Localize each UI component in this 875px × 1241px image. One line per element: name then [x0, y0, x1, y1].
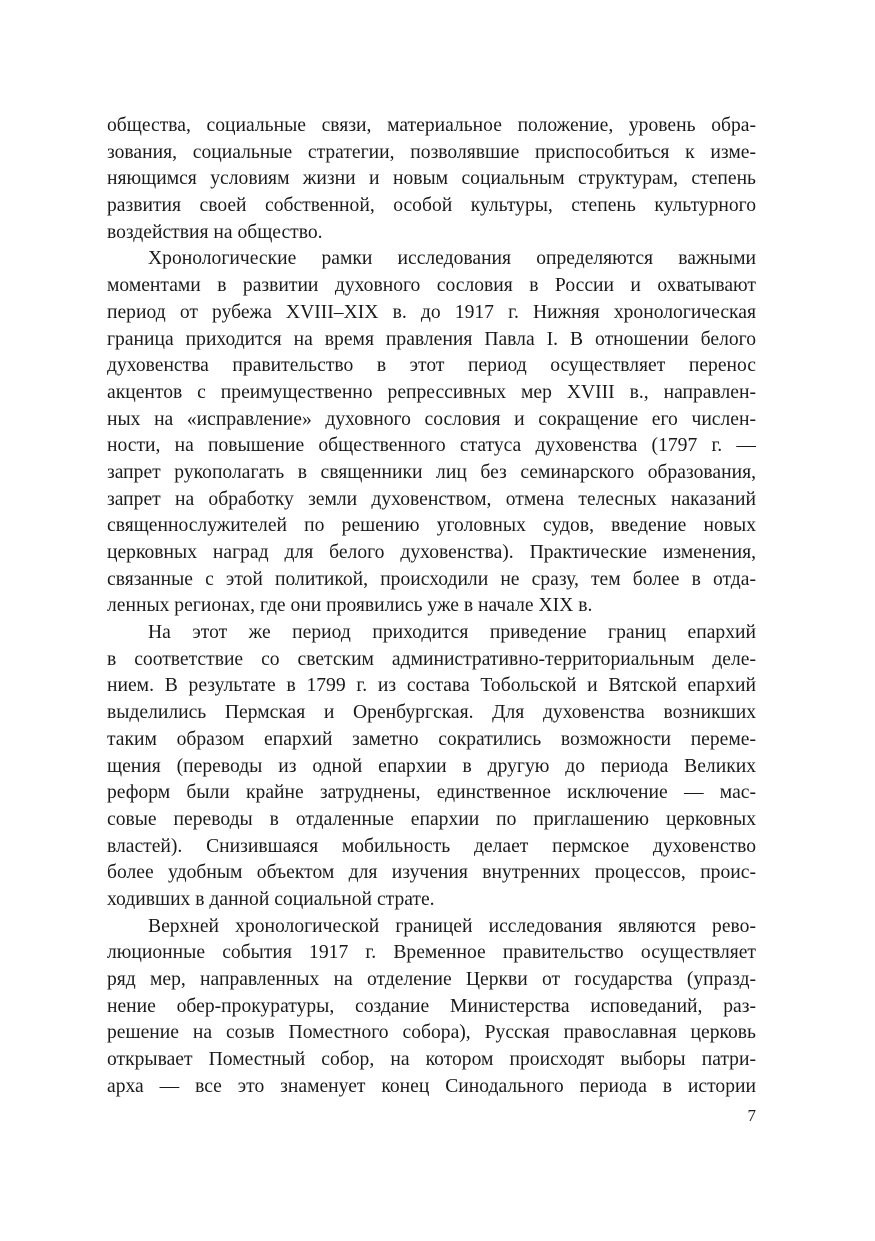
- text-line: решение на созыв Поместного собора), Русская православная церковь: [107, 1022, 756, 1044]
- text-line: запрет на обработку земли духовенством, отмена телесных наказаний: [107, 488, 756, 510]
- text-line: Хронологические рамки исследования определяются важными: [148, 248, 756, 270]
- text-line: совые переводы в отдаленные епархии по приглашению церковных: [107, 808, 756, 830]
- text-line: ряд мер, направленных на отделение Церкви от государства (упразд-: [107, 969, 756, 990]
- text-line: связанные с этой политикой, происходили не сразу, тем более в отда-: [107, 568, 756, 590]
- text-line: нием. В результате в 1799 г. из состава Тобольской и Вятской епархий: [107, 675, 756, 697]
- text-line: моментами в развитии духовного сословия в России и охватывают: [107, 275, 756, 297]
- text-line: церковных наград для белого духовенства). Практические изменения,: [107, 542, 756, 563]
- paragraph: [107, 914, 756, 1101]
- text-line: запрет рукополагать в священники лиц без семинарского образования,: [107, 461, 756, 483]
- text-line: арха — все это знаменует конец Синодального периода в истории: [107, 1075, 756, 1097]
- text-line: няющимся условиям жизни и новым социальным структурам, степень: [107, 168, 756, 190]
- text-line: граница приходится на время правления Павла I. В отношении белого: [107, 328, 756, 350]
- text-line: период от рубежа XVIII–XIX в. до 1917 г. Нижняя хронологическая: [107, 301, 756, 323]
- paragraph: [107, 620, 756, 914]
- paragraph: [107, 246, 756, 620]
- text-line: Верхней хронологической границей исследования являются рево-: [148, 915, 756, 937]
- text-line: ности, на повышение общественного статуса духовенства (1797 г. —: [107, 435, 756, 457]
- text-line: властей). Снизившаяся мобильность делает пермское духовенство: [107, 835, 756, 857]
- text-line: ходивших в данной социальной страте.: [107, 888, 435, 910]
- text-line: ных на «исправление» духовного сословия и сокращение его числен-: [107, 408, 756, 430]
- body-text: [107, 113, 756, 1100]
- text-line: нение обер-прокуратуры, создание Министерства исповеданий, раз-: [107, 995, 756, 1017]
- text-line: люционные события 1917 г. Временное правительство осуществляет: [107, 942, 756, 964]
- text-line: развития своей собственной, особой культуры, степень культурного: [107, 195, 756, 217]
- text-line: воздействия на общество.: [107, 221, 323, 243]
- text-line: таким образом епархий заметно сократились возможности переме-: [107, 728, 756, 750]
- text-line: выделились Пермская и Оренбургская. Для духовенства возникших: [107, 702, 756, 724]
- text-line: более удобным объектом для изучения внутренних процессов, проис-: [107, 862, 756, 884]
- page-number: 7: [747, 1106, 756, 1125]
- text-line: акцентов с преимущественно репрессивных мер XVIII в., направлен-: [107, 381, 756, 403]
- text-line: На этот же период приходится приведение границ епархий: [148, 622, 756, 644]
- text-line: щения (переводы из одной епархии в другую до периода Великих: [107, 755, 756, 777]
- text-line: общества, социальные связи, материальное положение, уровень обра-: [107, 115, 756, 136]
- text-line: открывает Поместный собор, на котором происходят выборы патри-: [107, 1049, 756, 1071]
- text-line: священнослужителей по решению уголовных судов, введение новых: [107, 515, 756, 537]
- paragraph: [107, 113, 756, 246]
- text-line: зования, социальные стратегии, позволявшие приспособиться к изме-: [107, 141, 756, 163]
- text-line: в соответствие со светским административно-территориальным деле-: [107, 648, 756, 670]
- text-line: реформ были крайне затруднены, единственное исключение — мас-: [107, 782, 756, 804]
- text-line: духовенства правительство в этот период осуществляет перенос: [107, 355, 756, 377]
- text-line: ленных регионах, где они проявились уже в начале XIX в.: [107, 595, 593, 617]
